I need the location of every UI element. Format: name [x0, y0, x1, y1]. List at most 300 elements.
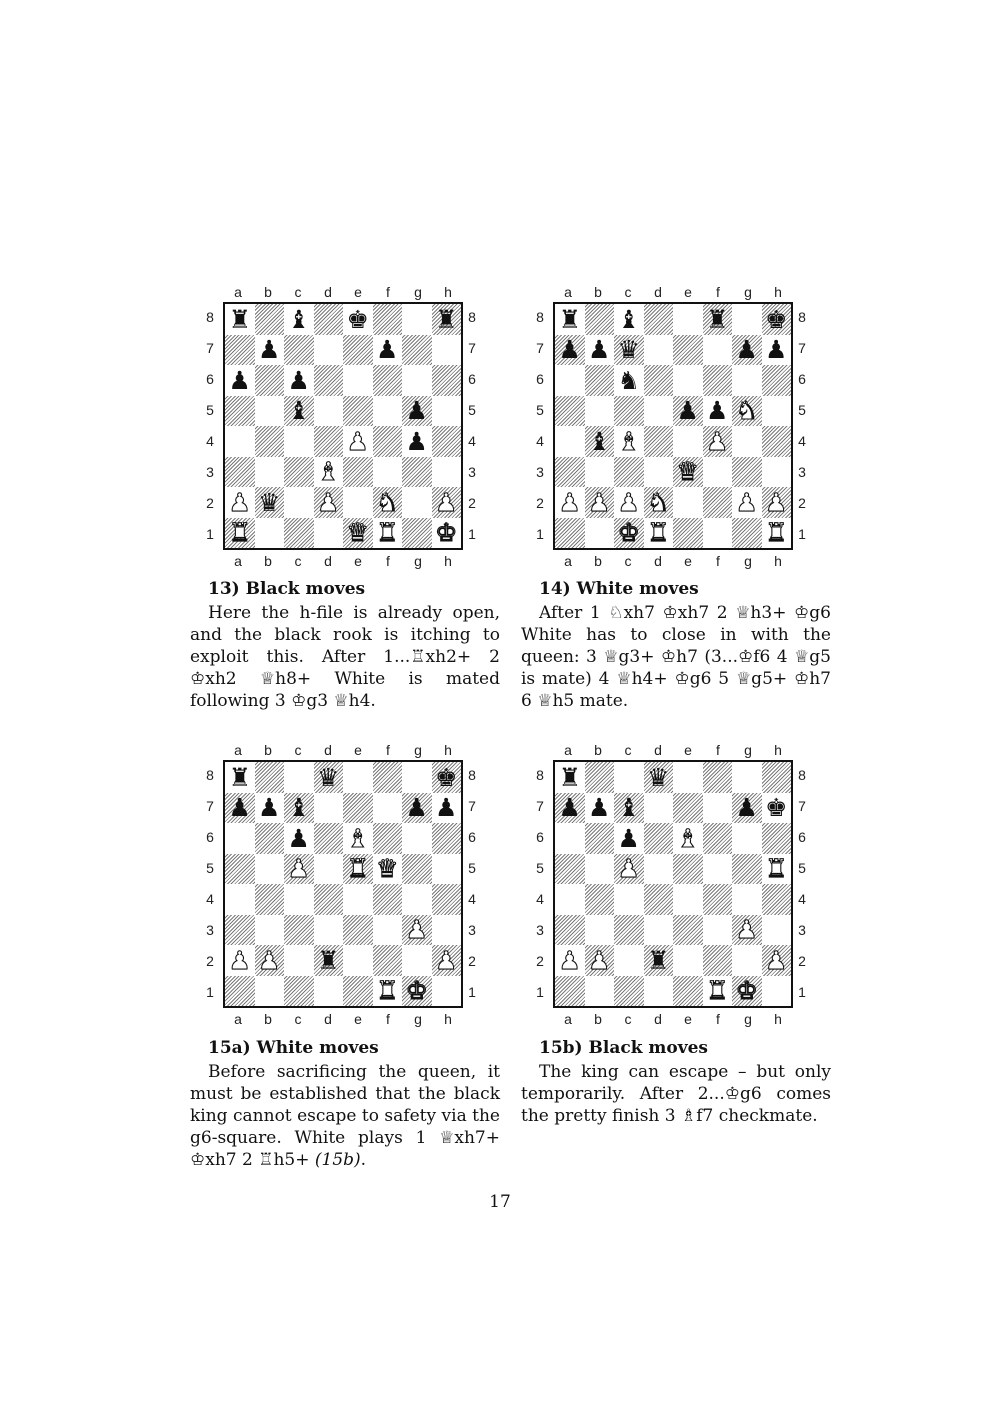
square-b2: [255, 945, 285, 976]
square-d6: [314, 823, 344, 854]
square-d6: [644, 365, 674, 396]
square-a7: [555, 793, 585, 824]
white-rook-icon: ♜: [376, 518, 399, 548]
white-pawn-icon: ♟: [258, 945, 281, 975]
square-e8: [673, 304, 703, 335]
file-label-c: c: [624, 284, 632, 300]
white-king-icon: ♚: [735, 976, 758, 1006]
white-pawn-icon: ♟: [346, 426, 369, 456]
square-f4: [703, 426, 733, 457]
white-pawn-icon: ♟: [558, 945, 581, 975]
square-h8: [762, 304, 792, 335]
chessboard: [553, 302, 793, 550]
square-e5: [343, 396, 373, 427]
white-pawn-icon: ♟: [228, 945, 251, 975]
square-e2: [343, 945, 373, 976]
square-h7: [762, 335, 792, 366]
white-pawn-icon: ♟: [617, 487, 640, 517]
white-pawn-icon: ♟: [588, 945, 611, 975]
square-d7: [314, 793, 344, 824]
rank-label-2: 2: [798, 953, 806, 969]
rank-label-7: 7: [468, 340, 476, 356]
rank-label-2: 2: [536, 495, 544, 511]
square-f1: [703, 518, 733, 549]
square-f3: [373, 915, 403, 946]
square-e2: [673, 487, 703, 518]
square-c6: [614, 823, 644, 854]
square-e5: [673, 396, 703, 427]
square-b2: [585, 945, 615, 976]
square-d1: [314, 976, 344, 1007]
file-label-h: h: [444, 553, 452, 569]
square-c4: [614, 426, 644, 457]
rank-label-2: 2: [468, 495, 476, 511]
black-rook-icon: ♜: [317, 945, 340, 975]
square-a7: [555, 335, 585, 366]
square-h6: [762, 823, 792, 854]
square-c3: [614, 915, 644, 946]
file-label-d: d: [324, 1011, 332, 1027]
white-pawn-icon: ♟: [735, 915, 758, 945]
white-rook-icon: ♜: [765, 854, 788, 884]
square-b6: [585, 365, 615, 396]
rank-label-2: 2: [798, 495, 806, 511]
file-label-g: g: [414, 284, 422, 300]
square-h4: [432, 884, 462, 915]
black-queen-icon: ♛: [317, 762, 340, 792]
rank-label-8: 8: [798, 767, 806, 783]
rank-label-1: 1: [536, 526, 544, 542]
chessboard: [223, 302, 463, 550]
square-e7: [343, 793, 373, 824]
square-a2: [225, 487, 255, 518]
square-d3: [314, 915, 344, 946]
file-label-c: c: [624, 553, 632, 569]
square-g3: [402, 457, 432, 488]
file-label-g: g: [744, 553, 752, 569]
square-e6: [343, 365, 373, 396]
square-g3: [402, 915, 432, 946]
square-b7: [585, 335, 615, 366]
square-c6: [284, 365, 314, 396]
rank-label-4: 4: [536, 433, 544, 449]
file-label-e: e: [354, 553, 362, 569]
rank-label-4: 4: [468, 433, 476, 449]
square-e1: [343, 518, 373, 549]
square-b3: [585, 915, 615, 946]
square-e5: [673, 854, 703, 885]
square-a3: [555, 915, 585, 946]
rank-label-5: 5: [468, 402, 476, 418]
black-rook-icon: ♜: [558, 762, 581, 792]
square-g2: [732, 487, 762, 518]
square-g2: [402, 487, 432, 518]
square-e7: [673, 793, 703, 824]
black-bishop-icon: ♝: [617, 304, 640, 334]
rank-label-7: 7: [206, 340, 214, 356]
square-c5: [614, 854, 644, 885]
file-label-h: h: [774, 742, 782, 758]
square-f3: [703, 915, 733, 946]
white-bishop-icon: ♝: [617, 426, 640, 456]
square-e1: [673, 518, 703, 549]
rank-label-4: 4: [798, 891, 806, 907]
black-pawn-icon: ♟: [405, 426, 428, 456]
square-c5: [614, 396, 644, 427]
square-g1: [732, 976, 762, 1007]
white-pawn-icon: ♟: [735, 487, 758, 517]
square-a7: [225, 335, 255, 366]
square-e8: [673, 762, 703, 793]
rank-label-4: 4: [468, 891, 476, 907]
file-label-b: b: [594, 742, 602, 758]
square-a6: [555, 823, 585, 854]
caption-15b-title: 15b) Black moves: [539, 1038, 708, 1058]
black-knight-icon: ♞: [617, 365, 640, 395]
chess-diagram-13: [198, 282, 476, 572]
square-h1: [432, 518, 462, 549]
file-label-e: e: [354, 284, 362, 300]
square-c1: [614, 976, 644, 1007]
square-e4: [673, 884, 703, 915]
white-pawn-icon: ♟: [435, 487, 458, 517]
file-label-f: f: [386, 1011, 390, 1027]
square-a8: [225, 762, 255, 793]
square-b4: [585, 426, 615, 457]
white-pawn-icon: ♟: [588, 487, 611, 517]
caption-15b: [521, 1037, 831, 1127]
rank-label-1: 1: [536, 984, 544, 1000]
black-pawn-icon: ♟: [735, 793, 758, 823]
file-label-c: c: [294, 284, 302, 300]
black-pawn-icon: ♟: [287, 823, 310, 853]
black-king-icon: ♚: [346, 304, 369, 334]
square-d5: [314, 854, 344, 885]
square-c4: [614, 884, 644, 915]
caption-15a-text: Before sacrificing the queen, it must be established that the black king cannot escape to safety via the g6-square. White plays 1 ♕xh7+ ♔xh7 2 ♖h5+ (15b).: [190, 1062, 500, 1170]
square-f6: [373, 823, 403, 854]
square-c5: [284, 396, 314, 427]
square-f6: [703, 365, 733, 396]
square-c2: [284, 945, 314, 976]
square-g8: [402, 762, 432, 793]
square-f1: [703, 976, 733, 1007]
square-a6: [225, 365, 255, 396]
rank-label-4: 4: [536, 891, 544, 907]
square-f2: [373, 945, 403, 976]
black-king-icon: ♚: [765, 304, 788, 334]
square-d1: [644, 976, 674, 1007]
square-d5: [644, 854, 674, 885]
square-f6: [373, 365, 403, 396]
page-number: 17: [489, 1192, 511, 1212]
square-b1: [585, 976, 615, 1007]
file-label-d: d: [324, 284, 332, 300]
square-a5: [225, 396, 255, 427]
square-b8: [585, 762, 615, 793]
square-h7: [432, 335, 462, 366]
square-g2: [732, 945, 762, 976]
square-c6: [614, 365, 644, 396]
square-b1: [255, 518, 285, 549]
black-pawn-icon: ♟: [376, 335, 399, 365]
file-label-e: e: [684, 1011, 692, 1027]
square-e1: [343, 976, 373, 1007]
square-c5: [284, 854, 314, 885]
rank-label-8: 8: [206, 767, 214, 783]
file-label-g: g: [744, 284, 752, 300]
square-b3: [585, 457, 615, 488]
square-c8: [614, 304, 644, 335]
black-pawn-icon: ♟: [287, 365, 310, 395]
white-pawn-icon: ♟: [435, 945, 458, 975]
white-bishop-icon: ♝: [317, 457, 340, 487]
square-d6: [644, 823, 674, 854]
square-d7: [644, 793, 674, 824]
black-pawn-icon: ♟: [258, 793, 281, 823]
square-e2: [343, 487, 373, 518]
black-queen-icon: ♛: [258, 487, 281, 517]
black-pawn-icon: ♟: [405, 793, 428, 823]
square-h2: [432, 487, 462, 518]
white-pawn-icon: ♟: [765, 487, 788, 517]
square-e7: [673, 335, 703, 366]
square-h6: [432, 823, 462, 854]
white-queen-icon: ♛: [376, 854, 399, 884]
file-label-b: b: [264, 742, 272, 758]
rank-label-7: 7: [206, 798, 214, 814]
black-pawn-icon: ♟: [228, 365, 251, 395]
square-d4: [644, 884, 674, 915]
square-e6: [673, 823, 703, 854]
black-pawn-icon: ♟: [558, 793, 581, 823]
square-g6: [402, 365, 432, 396]
white-bishop-icon: ♝: [346, 823, 369, 853]
file-label-c: c: [294, 1011, 302, 1027]
white-rook-icon: ♜: [228, 518, 251, 548]
square-h3: [432, 915, 462, 946]
white-rook-icon: ♜: [346, 854, 369, 884]
square-d4: [644, 426, 674, 457]
rank-label-3: 3: [468, 922, 476, 938]
square-g5: [732, 854, 762, 885]
square-h8: [762, 762, 792, 793]
square-c2: [284, 487, 314, 518]
square-g8: [402, 304, 432, 335]
square-d2: [644, 945, 674, 976]
square-b4: [585, 884, 615, 915]
square-g4: [402, 884, 432, 915]
square-e6: [343, 823, 373, 854]
square-g4: [732, 884, 762, 915]
square-f5: [703, 396, 733, 427]
rank-label-6: 6: [536, 371, 544, 387]
square-f2: [703, 487, 733, 518]
square-g6: [732, 365, 762, 396]
square-c8: [614, 762, 644, 793]
square-g4: [402, 426, 432, 457]
square-f1: [373, 976, 403, 1007]
square-f1: [373, 518, 403, 549]
black-king-icon: ♚: [765, 793, 788, 823]
square-a3: [555, 457, 585, 488]
rank-label-2: 2: [536, 953, 544, 969]
square-c2: [614, 487, 644, 518]
file-label-b: b: [594, 1011, 602, 1027]
square-d3: [644, 915, 674, 946]
black-king-icon: ♚: [435, 762, 458, 792]
rank-label-8: 8: [468, 309, 476, 325]
square-e4: [343, 884, 373, 915]
file-label-a: a: [234, 553, 242, 569]
rank-label-1: 1: [798, 984, 806, 1000]
square-h4: [432, 426, 462, 457]
rank-label-4: 4: [206, 891, 214, 907]
black-pawn-icon: ♟: [258, 335, 281, 365]
square-d7: [644, 335, 674, 366]
rank-label-5: 5: [798, 860, 806, 876]
square-d3: [644, 457, 674, 488]
square-a4: [225, 426, 255, 457]
square-a4: [555, 426, 585, 457]
black-rook-icon: ♜: [228, 762, 251, 792]
square-d5: [644, 396, 674, 427]
rank-label-6: 6: [206, 829, 214, 845]
file-label-d: d: [324, 742, 332, 758]
rank-label-6: 6: [468, 829, 476, 845]
rank-label-1: 1: [468, 984, 476, 1000]
rank-label-7: 7: [798, 340, 806, 356]
white-bishop-icon: ♝: [676, 823, 699, 853]
file-label-h: h: [444, 1011, 452, 1027]
square-e8: [343, 762, 373, 793]
square-b2: [585, 487, 615, 518]
caption-13: [190, 578, 500, 712]
rank-label-3: 3: [206, 922, 214, 938]
square-c7: [284, 793, 314, 824]
caption-15b-text: The king can escape – but only temporarily. After 2...♔g6 comes the pretty finish 3 ♗f7 checkmate.: [521, 1062, 831, 1126]
black-pawn-icon: ♟: [435, 793, 458, 823]
square-a2: [555, 487, 585, 518]
file-label-c: c: [624, 1011, 632, 1027]
square-g7: [402, 793, 432, 824]
file-label-g: g: [744, 742, 752, 758]
square-c6: [284, 823, 314, 854]
rank-label-4: 4: [206, 433, 214, 449]
square-d5: [314, 396, 344, 427]
square-c7: [284, 335, 314, 366]
square-b3: [255, 915, 285, 946]
square-g4: [732, 426, 762, 457]
square-b2: [255, 487, 285, 518]
square-c3: [614, 457, 644, 488]
file-label-h: h: [444, 284, 452, 300]
square-a6: [225, 823, 255, 854]
rank-label-6: 6: [206, 371, 214, 387]
white-knight-icon: ♞: [735, 396, 758, 426]
square-g7: [732, 335, 762, 366]
square-b6: [255, 365, 285, 396]
file-label-f: f: [386, 553, 390, 569]
square-e4: [673, 426, 703, 457]
square-f5: [373, 396, 403, 427]
square-g8: [732, 304, 762, 335]
file-label-g: g: [414, 742, 422, 758]
file-label-c: c: [624, 742, 632, 758]
square-c2: [614, 945, 644, 976]
white-queen-icon: ♛: [676, 457, 699, 487]
square-b1: [255, 976, 285, 1007]
rank-label-3: 3: [206, 464, 214, 480]
black-bishop-icon: ♝: [287, 793, 310, 823]
rank-label-1: 1: [468, 526, 476, 542]
square-f8: [703, 762, 733, 793]
square-f7: [373, 335, 403, 366]
rank-label-2: 2: [206, 953, 214, 969]
file-label-h: h: [774, 284, 782, 300]
square-b6: [585, 823, 615, 854]
rank-label-7: 7: [536, 340, 544, 356]
square-c8: [284, 762, 314, 793]
black-pawn-icon: ♟: [676, 396, 699, 426]
rank-label-3: 3: [798, 922, 806, 938]
square-e3: [343, 915, 373, 946]
file-label-f: f: [386, 284, 390, 300]
file-label-b: b: [594, 553, 602, 569]
white-rook-icon: ♜: [765, 518, 788, 548]
file-label-f: f: [386, 742, 390, 758]
file-label-f: f: [716, 553, 720, 569]
file-label-d: d: [654, 742, 662, 758]
file-label-e: e: [354, 742, 362, 758]
square-h8: [432, 304, 462, 335]
black-bishop-icon: ♝: [617, 793, 640, 823]
square-c7: [614, 793, 644, 824]
square-a8: [225, 304, 255, 335]
file-label-a: a: [234, 742, 242, 758]
square-h1: [432, 976, 462, 1007]
rank-label-1: 1: [798, 526, 806, 542]
square-a3: [225, 457, 255, 488]
black-bishop-icon: ♝: [287, 304, 310, 334]
square-e7: [343, 335, 373, 366]
square-f5: [703, 854, 733, 885]
square-h5: [762, 396, 792, 427]
square-f6: [703, 823, 733, 854]
square-b8: [585, 304, 615, 335]
square-f4: [373, 884, 403, 915]
square-h6: [432, 365, 462, 396]
file-label-b: b: [264, 553, 272, 569]
file-label-d: d: [654, 1011, 662, 1027]
file-label-a: a: [564, 553, 572, 569]
caption-14: [521, 578, 831, 712]
caption-13-text: Here the h-file is already open, and the black rook is itching to exploit this. After 1...♖xh2+ 2 ♔xh2 ♕h8+ White is mated following 3 ♔g3 ♕h4.: [190, 603, 500, 711]
file-label-f: f: [716, 742, 720, 758]
square-b7: [255, 335, 285, 366]
rank-label-6: 6: [536, 829, 544, 845]
white-king-icon: ♚: [405, 976, 428, 1006]
square-b5: [585, 854, 615, 885]
file-label-b: b: [264, 1011, 272, 1027]
rank-label-1: 1: [206, 526, 214, 542]
rank-label-7: 7: [536, 798, 544, 814]
chess-diagram-14: [528, 282, 806, 572]
square-d4: [314, 884, 344, 915]
black-pawn-icon: ♟: [228, 793, 251, 823]
black-pawn-icon: ♟: [588, 793, 611, 823]
square-f2: [703, 945, 733, 976]
